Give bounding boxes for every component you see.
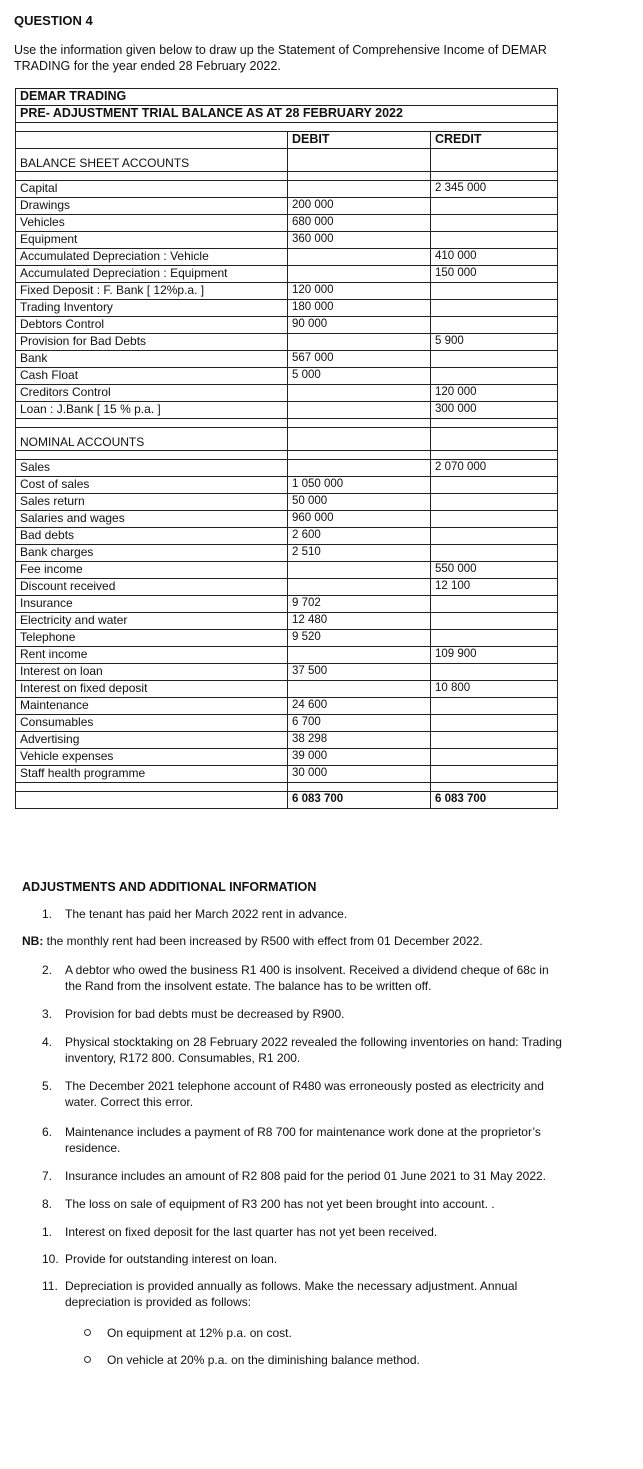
debit-cell: 6 700 — [288, 715, 431, 732]
table-row — [16, 215, 558, 232]
credit-cell — [431, 664, 558, 681]
credit-cell: 5 900 — [431, 334, 558, 351]
account-cell: Interest on fixed deposit — [16, 681, 288, 698]
nb-note: NB: the monthly rent had been increased by R500 with effect from 01 December 2022. — [22, 934, 483, 948]
debit-cell: 39 000 — [288, 749, 431, 766]
adjustment-text: A debtor who owed the business R1 400 is insolvent. Received a dividend cheque of 68c in the Rand from the insolvent estate. The balance has to be written off. — [65, 963, 549, 993]
table-row — [16, 266, 558, 283]
credit-cell — [431, 300, 558, 317]
adjustment-text: The tenant has paid her March 2022 rent in advance. — [65, 907, 348, 921]
bullet-item: On vehicle at 20% p.a. on the diminishing balance method. — [84, 1353, 420, 1367]
total-debit: 6 083 700 — [288, 792, 431, 809]
credit-cell — [431, 351, 558, 368]
table-row — [16, 681, 558, 698]
table-row — [16, 334, 558, 351]
adjustment-text: Interest on fixed deposit for the last quarter has not yet been received. — [65, 1225, 438, 1239]
debit-cell: 1 050 000 — [288, 477, 431, 494]
account-cell: Bank charges — [16, 545, 288, 562]
table-row — [16, 596, 558, 613]
debit-cell: 50 000 — [288, 494, 431, 511]
table-row — [16, 511, 558, 528]
debit-cell: 200 000 — [288, 198, 431, 215]
debit-cell — [288, 579, 431, 596]
debit-cell: 567 000 — [288, 351, 431, 368]
debit-cell — [288, 385, 431, 402]
table-row — [16, 613, 558, 630]
bullet-icon — [84, 1356, 91, 1363]
debit-cell: 360 000 — [288, 232, 431, 249]
credit-cell — [431, 283, 558, 300]
adjustment-number: 4. — [42, 1035, 53, 1049]
account-cell: Provision for Bad Debts — [16, 334, 288, 351]
table-row — [16, 715, 558, 732]
debit-cell: 9 702 — [288, 596, 431, 613]
total-row — [16, 792, 558, 809]
adjustment-number: 5. — [42, 1079, 53, 1093]
credit-cell — [431, 596, 558, 613]
credit-cell — [431, 749, 558, 766]
account-cell: Insurance — [16, 596, 288, 613]
credit-header: CREDIT — [431, 132, 558, 149]
adjustment-number: 8. — [42, 1197, 53, 1211]
debit-cell: 37 500 — [288, 664, 431, 681]
account-cell: Electricity and water — [16, 613, 288, 630]
account-cell: Accumulated Depreciation : Vehicle — [16, 249, 288, 266]
credit-cell — [431, 477, 558, 494]
table-row — [16, 198, 558, 215]
credit-cell — [431, 732, 558, 749]
adjustment-number: 2. — [42, 963, 53, 977]
credit-cell — [431, 198, 558, 215]
debit-cell: 180 000 — [288, 300, 431, 317]
debit-cell — [288, 681, 431, 698]
debit-cell: 2 600 — [288, 528, 431, 545]
credit-cell: 12 100 — [431, 579, 558, 596]
account-cell: Discount received — [16, 579, 288, 596]
table-row — [16, 647, 558, 664]
credit-cell — [431, 766, 558, 783]
credit-cell: 120 000 — [431, 385, 558, 402]
adjustments-title: ADJUSTMENTS AND ADDITIONAL INFORMATION — [22, 880, 317, 894]
account-cell: Sales — [16, 460, 288, 477]
account-cell: Bad debts — [16, 528, 288, 545]
table-row — [16, 698, 558, 715]
table-row — [16, 368, 558, 385]
account-cell: Advertising — [16, 732, 288, 749]
account-cell: Loan : J.Bank [ 15 % p.a. ] — [16, 402, 288, 419]
debit-header: DEBIT — [288, 132, 431, 149]
credit-cell — [431, 715, 558, 732]
credit-cell: 150 000 — [431, 266, 558, 283]
account-cell: Cost of sales — [16, 477, 288, 494]
account-cell: Drawings — [16, 198, 288, 215]
account-cell: Vehicles — [16, 215, 288, 232]
debit-cell — [288, 181, 431, 198]
table-row — [16, 351, 558, 368]
debit-cell — [288, 647, 431, 664]
table-row — [16, 317, 558, 334]
adjustment-number: 7. — [42, 1169, 53, 1183]
question-intro: Use the information given below to draw up the Statement of Comprehensive Income of DEMAR TRADING for the year ended 28 February 2022. — [14, 43, 547, 73]
account-cell: Staff health programme — [16, 766, 288, 783]
account-cell: Salaries and wages — [16, 511, 288, 528]
debit-cell: 5 000 — [288, 368, 431, 385]
credit-cell: 2 070 000 — [431, 460, 558, 477]
adjustment-number: 1. — [42, 907, 53, 921]
credit-cell: 550 000 — [431, 562, 558, 579]
account-cell: Cash Float — [16, 368, 288, 385]
table-row — [16, 528, 558, 545]
credit-cell: 109 900 — [431, 647, 558, 664]
credit-cell — [431, 698, 558, 715]
debit-cell: 30 000 — [288, 766, 431, 783]
debit-cell — [288, 249, 431, 266]
table-row — [16, 477, 558, 494]
debit-cell: 12 480 — [288, 613, 431, 630]
bullet-icon — [84, 1329, 91, 1336]
debit-cell: 120 000 — [288, 283, 431, 300]
adjustment-text: Depreciation is provided annually as follows. Make the necessary adjustment. Annual depreciation is provided as follows: — [65, 1279, 518, 1309]
account-cell: Trading Inventory — [16, 300, 288, 317]
trial-balance-table — [15, 88, 558, 809]
adjustment-text: Provide for outstanding interest on loan. — [65, 1252, 278, 1266]
account-cell: Equipment — [16, 232, 288, 249]
adjustment-number: 1. — [42, 1225, 53, 1239]
account-cell: Rent income — [16, 647, 288, 664]
credit-cell — [431, 215, 558, 232]
table-row — [16, 181, 558, 198]
adjustment-text: Maintenance includes a payment of R8 700 for maintenance work done at the proprietor’s residence. — [65, 1125, 541, 1155]
account-cell: Debtors Control — [16, 317, 288, 334]
account-cell: Telephone — [16, 630, 288, 647]
table-row — [16, 494, 558, 511]
credit-cell — [431, 545, 558, 562]
account-cell: Vehicle expenses — [16, 749, 288, 766]
credit-cell — [431, 528, 558, 545]
credit-cell: 410 000 — [431, 249, 558, 266]
table-row — [16, 545, 558, 562]
total-credit: 6 083 700 — [431, 792, 558, 809]
table-row — [16, 664, 558, 681]
adjustment-number: 11. — [42, 1279, 58, 1293]
table-row — [16, 283, 558, 300]
account-cell: Interest on loan — [16, 664, 288, 681]
credit-cell: 300 000 — [431, 402, 558, 419]
credit-cell — [431, 232, 558, 249]
table-row — [16, 749, 558, 766]
table-row — [16, 232, 558, 249]
account-cell: Fixed Deposit : F. Bank [ 12%p.a. ] — [16, 283, 288, 300]
table-row — [16, 300, 558, 317]
credit-cell — [431, 317, 558, 334]
debit-cell — [288, 334, 431, 351]
trial-balance-title: PRE- ADJUSTMENT TRIAL BALANCE AS AT 28 FEBRUARY 2022 — [16, 106, 558, 123]
credit-cell — [431, 368, 558, 385]
account-cell: Fee income — [16, 562, 288, 579]
account-cell: Bank — [16, 351, 288, 368]
credit-cell — [431, 511, 558, 528]
table-row — [16, 460, 558, 477]
nominal-heading: NOMINAL ACCOUNTS — [16, 428, 288, 451]
credit-cell — [431, 613, 558, 630]
account-cell: Maintenance — [16, 698, 288, 715]
credit-cell — [431, 630, 558, 647]
debit-cell: 960 000 — [288, 511, 431, 528]
credit-cell: 2 345 000 — [431, 181, 558, 198]
debit-cell — [288, 562, 431, 579]
adjustment-number: 10. — [42, 1252, 59, 1266]
adjustment-number: 3. — [42, 1007, 53, 1021]
table-row — [16, 630, 558, 647]
balance-sheet-heading: BALANCE SHEET ACCOUNTS — [16, 149, 288, 172]
table-row — [16, 385, 558, 402]
adjustment-text: Physical stocktaking on 28 February 2022 revealed the following inventories on hand: Trading inventory, R172 800. Consumables, R1 200. — [65, 1035, 562, 1065]
account-cell: Creditors Control — [16, 385, 288, 402]
credit-cell — [431, 494, 558, 511]
company-name: DEMAR TRADING — [16, 89, 558, 106]
adjustment-text: Provision for bad debts must be decreased by R900. — [65, 1007, 345, 1021]
debit-cell — [288, 460, 431, 477]
debit-cell: 90 000 — [288, 317, 431, 334]
adjustment-text: The loss on sale of equipment of R3 200 has not yet been brought into account. . — [65, 1197, 495, 1211]
debit-cell — [288, 402, 431, 419]
adjustment-number: 6. — [42, 1125, 53, 1139]
debit-cell: 2 510 — [288, 545, 431, 562]
debit-cell: 9 520 — [288, 630, 431, 647]
debit-cell: 38 298 — [288, 732, 431, 749]
adjustment-text: The December 2021 telephone account of R480 was erroneously posted as electricity and water. Correct this error. — [65, 1079, 544, 1109]
table-row — [16, 732, 558, 749]
credit-cell: 10 800 — [431, 681, 558, 698]
debit-cell — [288, 266, 431, 283]
table-row — [16, 402, 558, 419]
account-cell: Consumables — [16, 715, 288, 732]
table-row — [16, 562, 558, 579]
account-cell: Sales return — [16, 494, 288, 511]
account-cell: Capital — [16, 181, 288, 198]
debit-cell: 24 600 — [288, 698, 431, 715]
table-row — [16, 249, 558, 266]
question-title: QUESTION 4 — [14, 13, 93, 28]
table-row — [16, 579, 558, 596]
adjustment-text: Insurance includes an amount of R2 808 paid for the period 01 June 2021 to 31 May 2022. — [65, 1169, 546, 1183]
debit-cell: 680 000 — [288, 215, 431, 232]
account-cell: Accumulated Depreciation : Equipment — [16, 266, 288, 283]
table-row — [16, 766, 558, 783]
bullet-item: On equipment at 12% p.a. on cost. — [84, 1326, 292, 1340]
